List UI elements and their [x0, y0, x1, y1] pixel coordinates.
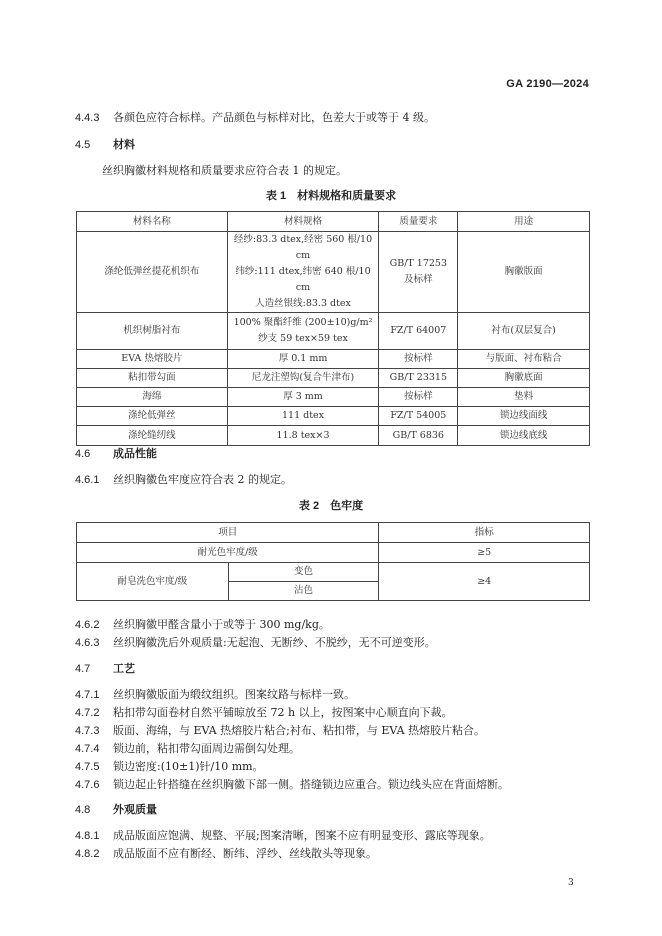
material-use: 与版面、衬布粘合	[458, 350, 590, 369]
section-title: 成品性能	[113, 448, 157, 460]
fastness-value: ≥4	[379, 563, 590, 601]
clause-number: 4.7.3	[75, 725, 100, 737]
table-row	[77, 232, 590, 313]
document-code-header: GA 2190—2024	[506, 78, 589, 90]
quality-line: GB/T 17253	[389, 258, 448, 269]
fastness-item: 耐光色牢度/级	[77, 543, 379, 563]
material-spec: 111 dtex	[227, 407, 379, 426]
clause-number: 4.7.1	[75, 689, 100, 701]
section-number: 4.5	[75, 139, 91, 151]
table-header-row	[77, 523, 590, 543]
column-header: 材料名称	[77, 212, 228, 232]
material-spec: 11.8 tex×3	[227, 426, 379, 446]
spec-line: 经纱:83.3 dtex,经密 560 根/10 cm	[233, 234, 373, 261]
clause-4-6-1	[75, 471, 292, 487]
clause-4-7-5	[75, 758, 264, 774]
clause-text: 各颜色应符合标样。产品颜色与标样对比，色差大于或等于 4 级。	[113, 111, 435, 124]
material-name: 机织树脂衬布	[77, 313, 228, 350]
material-name: 涤纶缝纫线	[77, 426, 228, 446]
clause-text: 成品版面应饱满、规整、平展;图案清晰，图案不应有明显变形、露底等现象。	[113, 829, 491, 842]
section-title: 工艺	[113, 663, 135, 675]
fastness-subitem: 变色	[228, 563, 379, 582]
spec-line: 纱支 59 tex×59 tex	[258, 333, 348, 344]
material-spec: 厚 3 mm	[227, 388, 379, 407]
clause-4-6-3	[75, 634, 436, 650]
material-name: 涤纶低弹丝	[77, 407, 228, 426]
table-1-caption: 表 1 材料规格和质量要求	[265, 190, 397, 202]
quality-requirement: 按标样	[379, 350, 458, 369]
spec-line: 100% 聚酯纤维 (200±10)g/m²	[233, 317, 373, 328]
material-spec	[227, 313, 379, 350]
table-row	[77, 543, 590, 563]
table-row	[77, 563, 590, 582]
quality-requirement: FZ/T 54005	[379, 407, 458, 426]
material-spec: 厚 0.1 mm	[227, 350, 379, 369]
clause-number: 4.7.2	[75, 707, 100, 719]
clause-text: 锁边密度:(10±1)针/10 mm。	[113, 760, 264, 773]
table-row	[77, 350, 590, 369]
section-title: 外观质量	[113, 804, 157, 816]
table-row	[77, 369, 590, 388]
column-header: 用途	[458, 212, 590, 232]
quality-requirement: FZ/T 64007	[379, 313, 458, 350]
material-use: 衬布(双层复合)	[458, 313, 590, 350]
clause-number: 4.4.3	[75, 112, 100, 124]
section-4-6-heading	[75, 445, 157, 461]
section-number: 4.7	[75, 663, 91, 675]
table-row	[77, 313, 590, 350]
quality-requirement: GB/T 23315	[379, 369, 458, 388]
clause-text: 版面、海绵，与 EVA 热熔胶片粘合;衬布、粘扣带，与 EVA 热熔胶片粘合。	[113, 724, 486, 737]
material-name: EVA 热熔胶片	[77, 350, 228, 369]
table-2-caption: 表 2 色牢度	[298, 500, 364, 512]
color-fastness-table	[76, 522, 590, 601]
table-header-row	[77, 212, 590, 232]
clause-4-7-4	[75, 740, 300, 756]
section-title: 材料	[113, 139, 135, 151]
column-header: 指标	[379, 523, 590, 543]
section-4-5-heading	[75, 136, 135, 152]
material-use: 锁边线面线	[458, 407, 590, 426]
clause-text: 丝织胸徽版面为缎纹组织。图案纹路与标样一致。	[113, 688, 355, 701]
clause-number: 4.7.6	[75, 779, 100, 791]
clause-4-7-6	[75, 776, 509, 792]
clause-4-7-2	[75, 704, 453, 720]
section-number: 4.6	[75, 448, 91, 460]
material-use: 胸徽版面	[458, 232, 590, 313]
section-4-7-heading	[75, 660, 135, 676]
fastness-value: ≥5	[379, 543, 590, 563]
clause-number: 4.8.2	[75, 848, 100, 860]
table-row	[77, 388, 590, 407]
page-number: 3	[568, 878, 574, 888]
material-name: 粘扣带勾面	[77, 369, 228, 388]
table-row	[77, 426, 590, 446]
clause-number: 4.8.1	[75, 830, 100, 842]
material-use: 垫料	[458, 388, 590, 407]
clause-number: 4.6.1	[75, 474, 100, 486]
column-header: 项目	[77, 523, 379, 543]
clause-text: 成品版面不应有断经、断纬、浮纱、丝线散头等现象。	[113, 847, 377, 860]
clause-4-7-3	[75, 722, 485, 738]
clause-text: 丝织胸徽甲醛含量小于或等于 300 mg/kg。	[113, 618, 330, 631]
clause-number: 4.7.4	[75, 743, 100, 755]
materials-table	[76, 211, 590, 446]
quality-requirement: GB/T 6836	[379, 426, 458, 446]
column-header: 质量要求	[379, 212, 458, 232]
material-spec	[227, 232, 379, 313]
fastness-item: 耐皂洗色牢度/级	[77, 563, 229, 601]
paragraph-materials-intro: 丝织胸徽材料规格和质量要求应符合表 1 的规定。	[102, 164, 347, 177]
clause-4-8-1	[75, 827, 491, 843]
column-header: 材料规格	[227, 212, 379, 232]
clause-4-6-2	[75, 616, 330, 632]
clause-text: 丝织胸徽洗后外观质量:无起泡、无断纱、不脱纱，无不可逆变形。	[113, 636, 436, 649]
material-name: 涤纶低弹丝提花机织布	[77, 232, 228, 313]
quality-requirement	[379, 232, 458, 313]
material-use: 锁边线底线	[458, 426, 590, 446]
clause-text: 粘扣带勾面卷材自然平铺晾放至 72 h 以上，按图案中心顺直向下裁。	[113, 706, 453, 719]
clause-number: 4.6.2	[75, 619, 100, 631]
table-row	[77, 407, 590, 426]
clause-text: 丝织胸徽色牢度应符合表 2 的规定。	[113, 473, 292, 486]
clause-text: 锁边起止针搭缝在丝织胸徽下部一侧。搭缝锁边应重合。锁边线头应在背面熔断。	[113, 778, 509, 791]
clause-text: 锁边前，粘扣带勾面周边需倒勾处理。	[113, 742, 300, 755]
material-use: 胸徽底面	[458, 369, 590, 388]
clause-number: 4.7.5	[75, 761, 100, 773]
quality-requirement: 按标样	[379, 388, 458, 407]
section-4-8-heading	[75, 801, 157, 817]
clause-4-7-1	[75, 686, 355, 702]
quality-line: 及标样	[404, 274, 433, 285]
material-name: 海绵	[77, 388, 228, 407]
fastness-subitem: 沾色	[228, 582, 379, 601]
material-spec: 尼龙注塑钩(复合牛津布)	[227, 369, 379, 388]
spec-line: 人造丝银线:83.3 dtex	[255, 298, 351, 309]
clause-4-4-3	[75, 109, 435, 125]
spec-line: 纬纱:111 dtex,纬密 640 根/10 cm	[235, 266, 371, 293]
clause-4-8-2	[75, 845, 377, 861]
clause-number: 4.6.3	[75, 637, 100, 649]
section-number: 4.8	[75, 804, 91, 816]
